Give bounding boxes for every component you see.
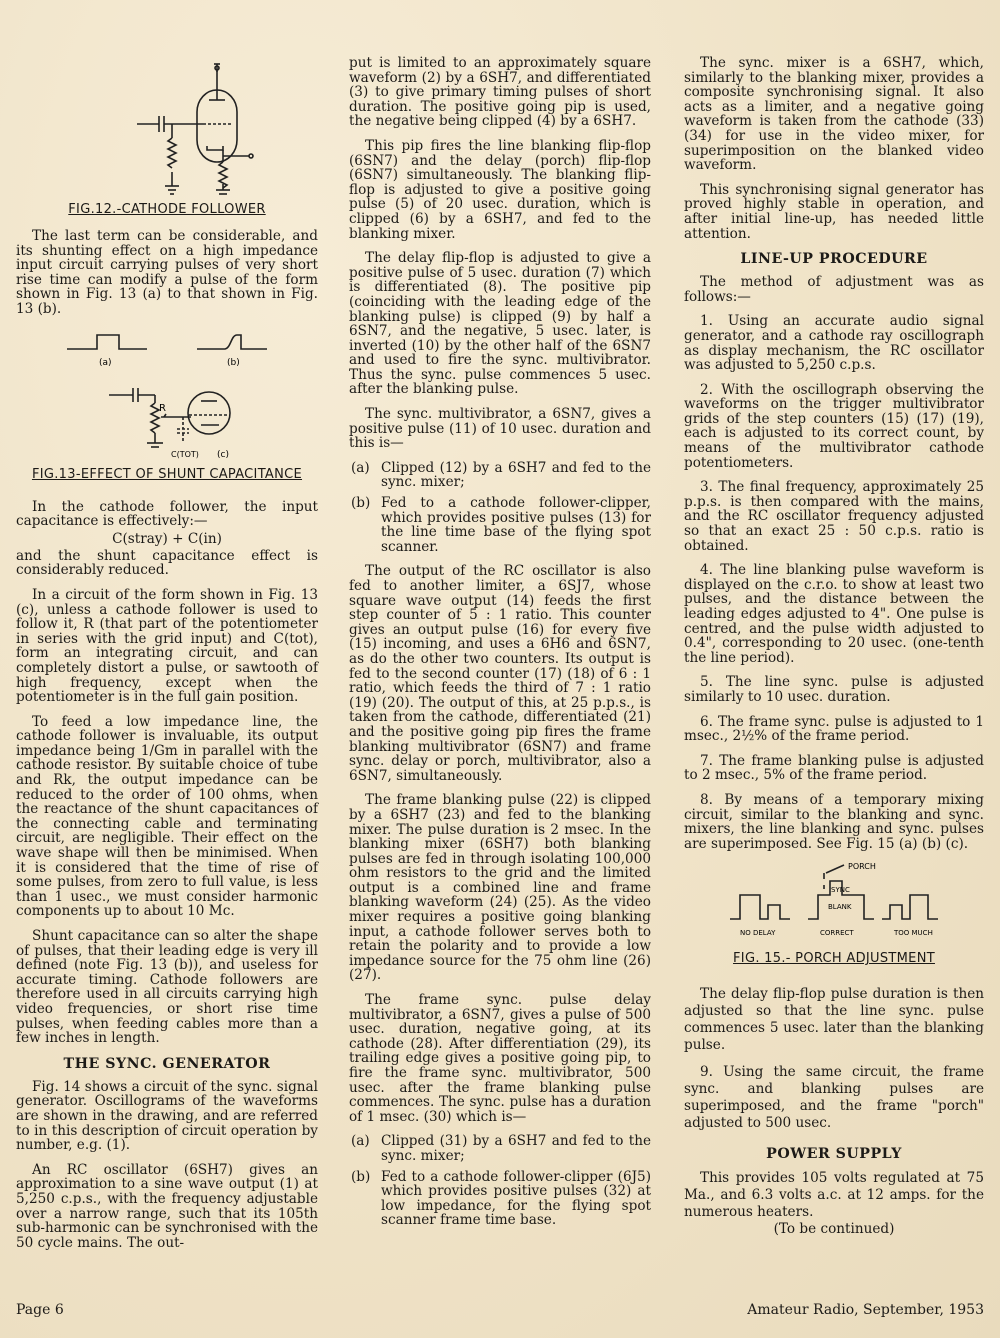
page-number: Page 6 <box>16 1302 64 1318</box>
list <box>349 461 651 555</box>
paragraph: and the shunt capacitance effect is considerably reduced. <box>16 547 318 579</box>
fig15-no-delay-label: NO DELAY <box>740 929 776 938</box>
list-item-text: Clipped (31) by a 6SH7 and fed to the sync. mixer; <box>381 1133 651 1164</box>
paragraph: The delay flip-flop is adjusted to give a positive pulse of 5 usec. duration (7) which is differentiated (8). The positive pip (coinciding with the leading edge of the blanking pulse) is clipped (9) by half a 6SN7, and the negative, 5 usec. later, is inverted (10) by the other half of the 6SN7 and used to fire the sync. multivibrator. Thus the sync. pulse commences 5 usec. after the blanking pulse. <box>349 250 651 398</box>
paragraph: The sync. mixer is a 6SH7, which, similarly to the blanking mixer, provides a composite synchronising signal. It also acts as a limiter, and a negative going waveform is taken from the cathode (33) (34) for use in the video mixer, for superimposition on the blanked video waveform. <box>684 55 984 174</box>
paragraph: Fig. 14 shows a circuit of the sync. signal generator. Oscillograms of the waveforms are shown in the drawing, and are referred to in this description of circuit operation by number, e.g. (1). <box>16 1078 318 1154</box>
formula: C(stray) + C(in) <box>112 530 222 547</box>
list-item-text: Clipped (12) by a 6SH7 and fed to the sync. mixer; <box>381 459 651 491</box>
list-item-label: (a) <box>351 1133 370 1150</box>
paragraph: 6. The frame sync. pulse is adjusted to 1 msec., 2½% of the frame period. <box>684 713 984 745</box>
fig13-label-ctot: C(TOT) <box>171 449 199 459</box>
paragraph: To feed a low impedance line, the cathode follower is invaluable, its output impedance being 1/Gm in parallel with the cathode resistor. By suitable choice of tube and Rk, the output impedance can be reduced to the order of 100 ohms, when the reactance of the shunt capacitances of the connecting cable and terminating circuit, are negligible. Their effect on the wave shape will then be minimised. When it is considered that the time of rise of some pulses, from zero to full value, is less than 1 usec., we must consider harmonic components up to about 10 Mc. <box>16 713 318 920</box>
paragraph: The sync. multivibrator, a 6SN7, gives a positive pulse (11) of 10 usec. duration and this is— <box>349 406 651 452</box>
cathode-follower-diagram <box>67 60 267 198</box>
fig13-label-c: (c) <box>217 449 229 460</box>
section-heading: LINE-UP PROCEDURE <box>740 251 928 268</box>
pulse-shapes-diagram <box>47 327 287 367</box>
paragraph: 9. Using the same circuit, the frame sync. and blanking pulses are superimposed, and the frame "porch" adjusted to 500 usec. <box>684 1064 984 1132</box>
paragraph: The frame sync. pulse delay multivibrator, a 6SN7, gives a pulse of 500 usec. duration, negative going, at its cathode (28). After differentiation (29), its trailing edge gives a positive going pip, to fire the frame sync. multivibrator, 500 usec. after the frame blanking pulse commences. The sync. pulse has a duration of 1 msec. (30) which is— <box>349 992 651 1125</box>
list-item <box>349 1170 651 1228</box>
list-item-text: Fed to a cathode follower-clipper (6J5) which provides positive pulses (32) at low impedance, for the flying spot scanner frame time base. <box>381 1168 651 1229</box>
list-item <box>349 496 651 554</box>
paragraph: put is limited to an approximately square waveform (2) by a 6SH7, and differentiated (3) to give primary timing pulses of short duration. The positive going pip is used, the negative being clipped (4) by a 6SH7. <box>349 55 651 130</box>
paragraph: 7. The frame blanking pulse is adjusted to 2 msec., 5% of the frame period. <box>684 752 984 784</box>
paragraph: An RC oscillator (6SH7) gives an approximation to a sine wave output (1) at 5,250 c.p.s., with the frequency adjustable over a narrow range, such that its 105th sub-harmonic can be synchronised with the 50 cycle mains. The out- <box>16 1161 318 1251</box>
fig15-blank-label: BLANK <box>828 903 852 912</box>
fig13-label-b: (b) <box>227 357 240 367</box>
paragraph: In a circuit of the form shown in Fig. 13 (c), unless a cathode follower is used to follow it, R (that part of the potentiometer in series with the grid input) and C(tot), form an integrating circuit, and can completely distort a pulse, or sawtooth of high frequency, except when the potentiometer is in the full gain position. <box>16 586 318 706</box>
paragraph: This synchronising signal generator has proved highly stable in operation, and after initial line-up, has needed little attention. <box>684 181 984 242</box>
paragraph: This provides 105 volts regulated at 75 Ma., and 6.3 volts a.c. at 12 amps. for the numerous heaters. <box>684 1170 984 1221</box>
paragraph: The delay flip-flop pulse duration is then adjusted so that the line sync. pulse commences 5 usec. later than the blanking pulse. <box>684 986 984 1054</box>
paragraph: Shunt capacitance can so alter the shape of pulses, that their leading edge is very ill defined (note Fig. 13 (b)), and useless for accurate timing. Cathode followers are therefore used in all circuits carrying high video frequencies, or short rise time pulses, when feeding cables more than a few inches in length. <box>16 928 318 1047</box>
paragraph: The last term can be considerable, and its shunting effect on a high impedance input circuit carrying pulses of very short rise time can modify a pulse of the form shown in Fig. 13 (a) to that shown in Fig. 13 (b). <box>16 228 318 317</box>
fig13-label-a: (a) <box>99 357 112 367</box>
list-item <box>349 461 651 490</box>
column-3 <box>684 56 984 1237</box>
paragraph: This pip fires the line blanking flip-flop (6SN7) and the delay (porch) flip-flop (6SN7) simultaneously. The blanking flip-flop is adjusted to give a positive going pulse (5) of 20 usec. duration, which is clipped (6) by a 6SH7, and fed to the blanking mixer. <box>349 137 651 242</box>
paragraph: 1. Using an accurate audio signal generator, and a cathode ray oscillograph as display mechanism, the RC oscillator was adjusted to 5,250 c.p.s. <box>684 313 984 374</box>
fig12-caption: FIG.12.-CATHODE FOLLOWER <box>68 202 266 217</box>
paragraph: 5. The line sync. pulse is adjusted similarly to 10 usec. duration. <box>684 674 984 705</box>
list-item-label: (b) <box>351 495 371 512</box>
section-heading: THE SYNC. GENERATOR <box>63 1055 271 1072</box>
list-item-label: (b) <box>351 1168 371 1185</box>
fig15-sync-label: SYNC <box>831 886 850 895</box>
porch-adjustment-diagram <box>714 861 954 947</box>
continued-note: (To be continued) <box>773 1221 895 1238</box>
list-item-text: Fed to a cathode follower-clipper, which provides positive pulses (13) for the line time base of the flying spot scanner. <box>381 495 651 555</box>
fig15-correct-label: CORRECT <box>820 929 854 938</box>
paragraph: 3. The final frequency, approximately 25 p.p.s. is then compared with the mains, and the RC oscillator frequency adjusted so that an exact 25 : 50 c.p.s. ratio is obtained. <box>684 479 984 554</box>
journal-footer: Amateur Radio, September, 1953 <box>747 1302 984 1318</box>
shunt-capacitance-diagram <box>67 381 267 463</box>
paragraph: In the cathode follower, the input capacitance is effectively:— <box>16 498 318 530</box>
column-1 <box>16 56 318 1260</box>
paragraph: The output of the RC oscillator is also fed to another limiter, a 6SJ7, whose square wave output (14) feeds the first step counter of 5 : 1 ratio. This counter gives an output pulse (16) for every five (15) incoming, and uses a 6H6 and 6SN7, as do the other two counters. Its output is fed to the second counter (17) (18) of 6 : 1 ratio, which feeds the third of 7 : 1 ratio (19) (20). The output of this, at 25 p.p.s., is taken from the cathode, differentiated (21) and the positive going pip fires the frame blanking multivibrator (6SN7) and frame sync. delay or porch, multivibrator, also a 6SN7, simultaneously. <box>349 563 651 784</box>
fig15-caption: FIG. 15.- PORCH ADJUSTMENT <box>733 951 935 967</box>
paragraph: 2. With the oscillograph observing the waveforms on the trigger multivibrator grids of the step counters (15) (17) (19), each is adjusted to its correct count, by means of the multivibrator cathode potentiometers. <box>684 381 984 471</box>
list-item-label: (a) <box>351 459 370 476</box>
paragraph: 4. The line blanking pulse waveform is displayed on the c.r.o. to show at least two pulses, and the distance between the leading edges adjusted to 4". One pulse is centred, and the pulse width adjusted to 0.4", corresponding to 20 usec. (one-tenth the line period). <box>684 562 984 666</box>
paragraph: The method of adjustment was as follows:— <box>684 274 984 305</box>
paragraph: The frame blanking pulse (22) is clipped by a 6SH7 (23) and fed to the blanking mixer. The pulse duration is 2 msec. In the blanking mixer (6SH7) both blanking pulses are fed in through isolating 100,000 ohm resistors to the grid and the limited output is a combined line and frame blanking waveform (24) (25). As the video mixer requires a positive going blanking input, a cathode follower serves both to retain the polarity and to provide a low impedance source for the 75 ohm line (26) (27). <box>349 792 651 984</box>
fig15-too-much-label: TOO MUCH <box>894 929 933 938</box>
section-heading: POWER SUPPLY <box>766 1146 902 1163</box>
fig13-caption: FIG.13-EFFECT OF SHUNT CAPACITANCE <box>31 466 303 482</box>
list <box>349 1134 651 1228</box>
fig13-label-r: R <box>159 402 166 414</box>
fig15-porch-label: PORCH <box>848 862 876 872</box>
column-2 <box>349 56 651 1238</box>
paragraph: 8. By means of a temporary mixing circuit, similar to the blanking and sync. mixers, the line blanking and sync. pulses are superimposed. See Fig. 15 (a) (b) (c). <box>684 791 984 852</box>
list-item <box>349 1134 651 1163</box>
